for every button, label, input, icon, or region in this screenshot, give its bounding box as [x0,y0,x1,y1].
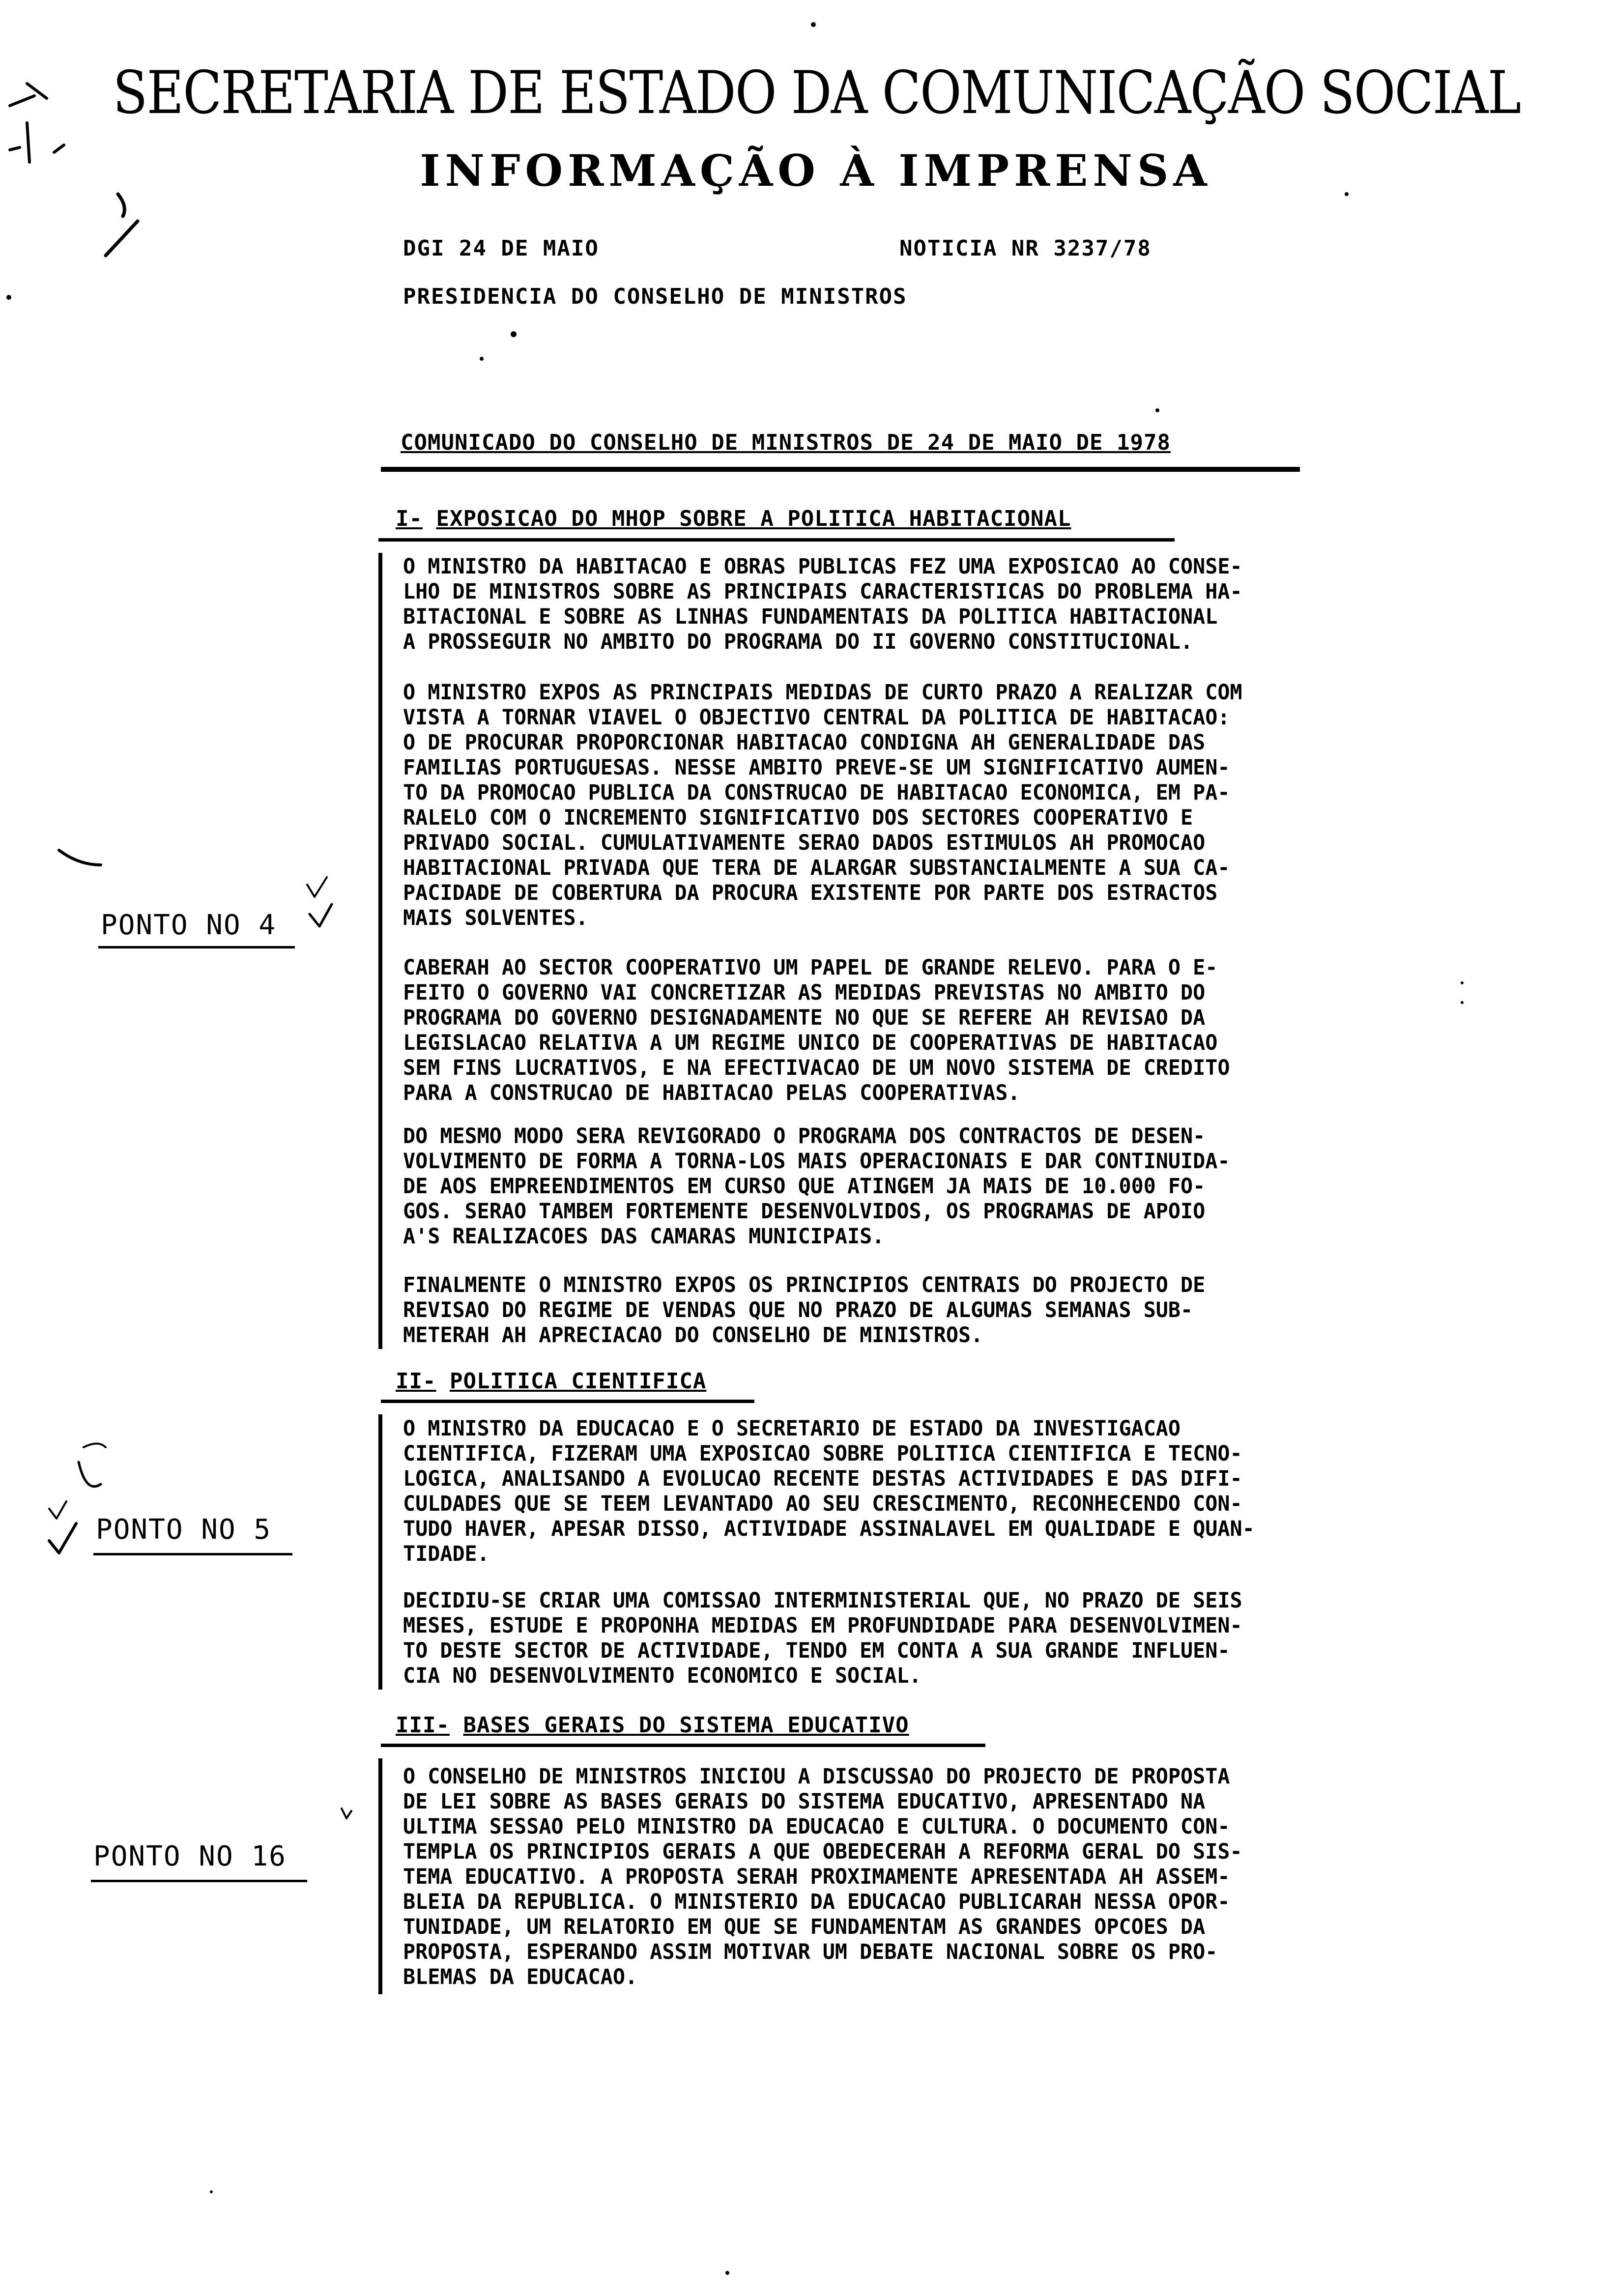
speck [1461,1001,1464,1004]
paragraph: DO MESMO MODO SERA REVIGORADO O PROGRAMA DOS CONTRACTOS DE DESEN- VOLVIMENTO DE FORMA A TORNA-LOS MAIS OPERACIONAIS E DAR CONTINUIDA- DE AOS EMPREENDIMENTOS EM CURSO QUE ATINGEM JA MAIS DE 10.000 FO- GOS. SERAO TAMBEM FORTEMENTE DESENVOLVIDOS, OS PROGRAMAS DE APOIO A'S REALIZACOES DAS CAMARAS MUNICIPAIS. [403,1124,1230,1249]
dgi-date: DGI 24 DE MAIO [403,236,599,261]
section-title: BASES GERAIS DO SISTEMA EDUCATIVO [463,1713,909,1738]
paragraph: O CONSELHO DE MINISTROS INICIOU A DISCUSSAO DO PROJECTO DE PROPOSTA DE LEI SOBRE AS BASES GERAIS DO SISTEMA EDUCATIVO, APRESENTADO NA ULTIMA SESSAO PELO MINISTRO DA EDUCACAO E CULTURA. O DOCUMENTO CON- TEMPLA OS PRINCIPIOS GERAIS A QUE OBEDECERAH A REFORMA GERAL DO SIS- TEMA EDUCATIVO. A PROPOSTA SERAH PROXIMAMENTE APRESENTADA AH ASSEM- BLEIA DA REPUBLICA. O MINISTERIO DA EDUCACAO PUBLICARAH NESSA OPOR- TUNIDADE, UM RELATORIO EM QUE SE FUNDAMENTAM AS GRANDES OPCOES DA PROPOSTA, ESPERANDO ASSIM MOTIVAR UM DEBATE NACIONAL SOBRE OS PRO- BLEMAS DA EDUCACAO. [403,1764,1242,1989]
paper-specks [6,22,1464,2275]
margin-curve [79,1462,101,1487]
paragraph: FINALMENTE O MINISTRO EXPOS OS PRINCIPIOS CENTRAIS DO PROJECTO DE REVISAO DO REGIME DE VENDAS QUE NO PRAZO DE ALGUMAS SEMANAS SUB- METERAH AH APRECIACAO DO CONSELHO DE MINISTROS. [403,1273,1206,1348]
check-mark [49,1501,66,1519]
speck [210,2190,213,2193]
paragraph: O MINISTRO DA EDUCACAO E O SECRETARIO DE ESTADO DA INVESTIGACAO CIENTIFICA, FIZERAM UMA EXPOSICAO SOBRE POLITICA CIENTIFICA E TECNO- LOGICA, ANALISANDO A EVOLUCAO RECENTE DESTAS ACTIVIDADES E DAS DIFI- CULDADES QUE SE TEEM LEVANTADO AO SEU CRESCIMENTO, RECONHECENDO CON- TUDO HAVER, APESAR DISSO, ACTIVIDADE ASSINALAVEL EM QUALIDADE E QUAN- TIDADE. [403,1416,1255,1566]
margin-label-ponto-4: PONTO NO 4 [101,909,277,941]
corner-slash-mark [106,194,138,256]
paragraph: O MINISTRO DA HABITACAO E OBRAS PUBLICAS FEZ UMA EXPOSICAO AO CONSE- LHO DE MINISTROS SOBRE AS PRINCIPAIS CARACTERISTICAS DO PROBLEMA HA- BITACIONAL E SOBRE AS LINHAS FUNDAMENTAIS DA POLITICA HABITACIONAL A PROSSEGUIR NO AMBITO DO PROGRAMA DO II GOVERNO CONSTITUCIONAL. [403,554,1242,654]
speck [480,357,484,361]
paragraph: CABERAH AO SECTOR COOPERATIVO UM PAPEL DE GRANDE RELEVO. PARA O E- FEITO O GOVERNO VAI CONCRETIZAR AS MEDIDAS PREVISTAS NO AMBITO DO PROGRAMA DO GOVERNO DESIGNADAMENTE NO QUE SE REFERE AH REVISAO DA LEGISLACAO RELATIVA A UM REGIME UNICO DE COOPERATIVAS DE HABITACAO SEM FINS LUCRATIVOS, E NA EFECTIVACAO DE UM NOVO SISTEMA DE CREDITO PARA A CONSTRUCAO DE HABITACAO PELAS COOPERATIVAS. [403,955,1230,1105]
paragraph: DECIDIU-SE CRIAR UMA COMISSAO INTERMINISTERIAL QUE, NO PRAZO DE SEIS MESES, ESTUDE E PROPONHA MEDIDAS EM PROFUNDIDADE PARA DESENVOLVIMEN- TO DESTE SECTOR DE ACTIVIDADE, TENDO EM CONTA A SUA GRANDE INFLUEN- CIA NO DESENVOLVIMENTO ECONOMICO E SOCIAL. [403,1588,1242,1688]
check-mark [307,877,327,897]
margin-label-ponto-16: PONTO NO 16 [93,1840,287,1872]
speck [6,295,11,300]
margin-label-ponto-5: PONTO NO 5 [96,1514,272,1546]
section-number: III- [396,1713,450,1738]
speck [811,22,816,27]
check-mark [49,1523,76,1553]
speck [1461,981,1464,984]
pen-marks [10,84,351,1818]
check-mark [310,904,332,926]
speck [511,331,517,337]
speck [725,2271,729,2275]
corner-scribble [10,84,47,162]
document-subtitle: INFORMAÇÃO À IMPRENSA [420,145,1212,196]
paragraph: O MINISTRO EXPOS AS PRINCIPAIS MEDIDAS DE CURTO PRAZO A REALIZAR COM VISTA A TORNAR VIAVEL O OBJECTIVO CENTRAL DA POLITICA DE HABITACAO: O DE PROCURAR PROPORCIONAR HABITACAO CONDIGNA AH GENERALIDADE DAS FAMILIAS PORTUGUESAS. NESSE AMBITO PREVE-SE UM SIGNIFICATIVO AUMEN- TO DA PROMOCAO PUBLICA DA CONSTRUCAO DE HABITACAO ECONOMICA, EM PA- RALELO COM O INCREMENTO SIGNIFICATIVO DOS SECTORES COOPERATIVO E PRIVADO SOCIAL. CUMULATIVAMENTE SERAO DADOS ESTIMULOS AH PROMOCAO HABITACIONAL PRIVADA QUE TERA DE ALARGAR SUBSTANCIALMENTE A SUA CA- PACIDADE DE COBERTURA DA PROCURA EXISTENTE POR PARTE DOS ESTRACTOS MAIS SOLVENTES. [403,680,1242,930]
margin-curve [84,1444,106,1448]
origin-office: PRESIDENCIA DO CONSELHO DE MINISTROS [403,284,907,309]
corner-tick [54,145,64,152]
section-title: POLITICA CIENTIFICA [449,1369,707,1394]
section-title: EXPOSICAO DO MHOP SOBRE A POLITICA HABITACIONAL [436,506,1071,531]
speck [1155,408,1159,412]
margin-curve [59,850,101,865]
check-mark [342,1808,351,1818]
organization-title: SECRETARIA DE ESTADO DA COMUNICAÇÃO SOCIAL [113,59,1521,127]
section-number: II- [396,1369,436,1394]
communique-title: COMUNICADO DO CONSELHO DE MINISTROS DE 24 DE MAIO DE 1978 [401,430,1171,455]
speck [1345,192,1349,196]
noticia-number: NOTICIA NR 3237/78 [899,236,1151,261]
section-number: I- [396,506,423,531]
